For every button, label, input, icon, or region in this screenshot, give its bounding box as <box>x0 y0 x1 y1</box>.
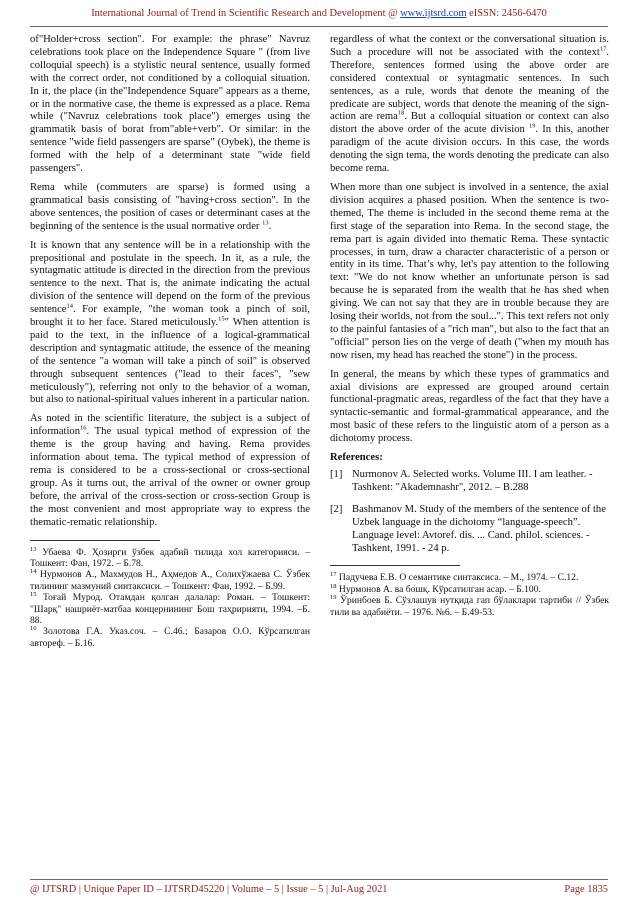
left-paragraph-3: It is known that any sentence will be in a relationship with the prepositional and postulate in the speech. In it, as a rule, the syntagmatic attitude is directed in the direction from the previous sentence to the next. That is, the animate indicating the actual division of the sentence will depend on the form of the previous sentence$^{14}$. For example, "the woman took a pinch of soil, brought it to her face. Stared meticulously.$^{15}$" When attention is paid to the text, in the influence of a logical-grammatical description and syntagmatic attitude, the essence of the meaning of the sentence "a woman will take a pinch of soil" is observed through subsequent sentences ("lead to their faces", "sew meticulously"), referring not only to the behavior of a woman, but also to national-spiritual values inherent in a particular nation. <box>30 239 310 406</box>
header-rule <box>30 26 608 27</box>
page-footer <box>30 884 608 895</box>
left-paragraph-1: of"Holder+cross section". For example: the phrase" Navruz celebrations took place on the Independence Square " (from live colloquial speech) is a stylistic neural sentence, usually formed with the correct order, not conditioned by a colloquial situation. In it, the place (in the"Independence Square" appears as a theme, or in the normative case, the theme is expressed as a place. Rema while ("Navruz celebrations took place") emerges using the grammatik basis of borat from"able+verb". Or similar: in the sentence "wide field passengers are sparse" (Oybek), the theme is formed with the help of a determinant state "wide field passengers". <box>30 34 310 175</box>
footnote-19: $^{19}$ Ўринбоев Б. Сўзлашув нутқида гап бўлаклари тартиби // Ўзбек тили ва адабиёти. – 1976. №6. – Б.49-53. <box>330 594 609 618</box>
left-paragraph-4: As noted in the scientific literature, the subject is a subject of information$^{16}$. The usual typical method of expression of the theme is the group having and having. Rema provides information about tema. The typical method of expression of rema is considered to be a cross-sectional or cross-sectional group. As it turns out, the arrival of the owner or owner group before, the arrival of the cross-section or cross-section Group is the most convenient and most appropriate way to express the thematic-rematic relationship. <box>30 413 310 528</box>
right-column <box>330 34 609 618</box>
footnote-13: $^{13}$ Убаева Ф. Ҳозирги ўзбек адабий тилида хол категорияси. – Тошкент: Фан, 1972. – Б.78. <box>30 545 310 569</box>
footnote-rule-right <box>330 565 460 566</box>
footnote-ref-14: 14 <box>66 302 73 310</box>
footer-paper-info: @ IJTSRD | Unique Paper ID – IJTSRD45220 | Volume – 5 | Issue – 5 | Jul-Aug 2021 <box>30 884 388 895</box>
right-paragraph-2: When more than one subject is involved in a sentence, the axial division acquires a phased position. When the sentence is two-themed, The theme is included in the second theme rema at the first stage of the separation into Rema. In the second stage, the rema part is again divided into thematic Rema. These syntactic processes, in turn, draw a character characteristic of a person or entity in its time. That’s why, let's pay attention to the following text: "We do not know whether an unfortunate person is sad because he is separated from the wealth that he has shed when giving. We can not say that they are in trouble because they are losing their worlds, not from the soul...". This text refers not only to the painful fantasies of a "rich man", but also to the fact that an "official" person lies on the verge of death ("when my mouth has now risen, my head has reached the stone") in the process. <box>330 181 609 361</box>
journal-issn: eISSN: 2456-6470 <box>466 8 547 19</box>
footer-rule <box>30 879 608 880</box>
footnote-ref-17: 17 <box>599 45 607 53</box>
page-number: Page 1835 <box>564 884 608 895</box>
footnote-ref-15: 15 <box>218 315 225 323</box>
references-heading: References: <box>330 452 383 464</box>
journal-header <box>0 8 638 19</box>
left-column <box>30 34 310 649</box>
journal-name: International Journal of Trend in Scientific Research and Development @ <box>91 8 401 19</box>
footnote-ref-19: 19 <box>528 122 536 130</box>
journal-website-link[interactable]: www.ijtsrd.com <box>400 8 467 19</box>
right-paragraph-3: In general, the means by which these types of grammatics and axial divisions are expressed are grouped around certain functional-pragmatic areas, regardless of the fact that they have a syntactic-semantic and formal-grammatical appearance, and the most basic of these refers to the linguistic atom of a person as a dichotomy process. <box>330 368 609 445</box>
footnote-ref-18: 18 <box>397 109 405 117</box>
footnote-rule-left <box>30 540 160 541</box>
footnote-17: $^{17}$ Падучева Е.В. О семантике синтаксиса. – М., 1974. – С.12. <box>330 571 579 584</box>
footnote-14: $^{14}$ Нурмонов А., Махмудов Н., Аҳмедов А., Солихўжаева С. Ўзбек тилининг мазмуний синтаксиси. – Тошкент: Фан, 1992. – Б.99. <box>30 568 310 592</box>
footnote-ref-16: 16 <box>80 424 87 432</box>
footnote-ref-13: 13 <box>262 219 269 227</box>
right-footnotes <box>330 572 609 618</box>
footnote-15: $^{15}$ Тоғай Мурод. Отамдан қолган далалар: Роман. – Тошкент: "Шарқ" нашриёт-матбаа концернининг Бош таҳририяти, 1994. –Б. 88. <box>30 590 310 626</box>
left-paragraph-2: Rema while (commuters are sparse) is formed using a grammatical basis consisting of "having+cross section". In the above sentences, the position of cases or determinant cases at the beginning of the sentence is the usual normative order $^{13}$. <box>30 181 310 232</box>
reference-item: [2] Bashmanov M. Study of the members of the sentence of the Uzbek language in the dichotomy “language-speech”. Language level: Avtoref. dis. ... Cand. philol. sciences. - Tashkent, 1991. - 24 p. <box>330 503 606 554</box>
reference-item: [1] Nurmonov A. Selected works. Volume III. I am leather. - Tashkent: "Akademnashr", 2012. – B.288 <box>330 469 593 493</box>
left-footnotes <box>30 547 310 650</box>
footnote-18: $^{18}$ Нурмонов А. ва бошқ. Кўрсатилган асар. – Б.100. <box>330 582 541 595</box>
right-paragraph-1: regardless of what the context or the conversational situation is. Such a procedure will not be associated with the context$^{17}$. Therefore, sentences formed using the above order are considered contextual or syntagmatic sentences. In such sentences, as a rule, words that denote the meaning of the predicate are subject, words that denote the meaning of the sign-action are rema$^{18}$. But a colloquial situation or context can also distort the above order of the acute division $^{19}$. In this, another paradigm of the acute division occurs. In this case, the words denoting the sign tema, the words denoting the predicate can also become rema. <box>330 34 609 175</box>
footnote-16: $^{16}$ Золотова Г.А. Указ.соч. – С.46.; Базаров О.О. Кўрсатилган автореф. – Б.16. <box>30 625 310 649</box>
